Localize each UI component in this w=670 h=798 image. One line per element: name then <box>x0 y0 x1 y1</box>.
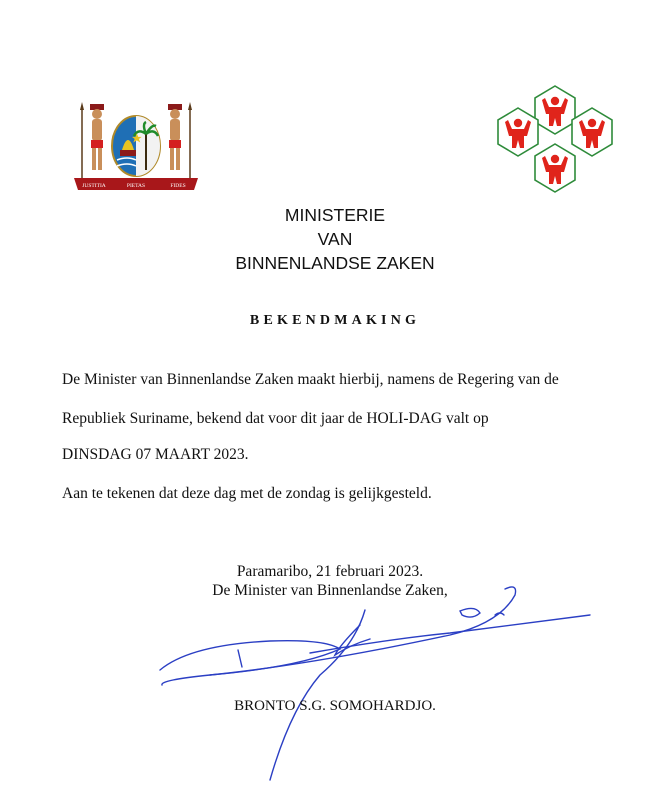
motto-word-1: JUSTITIA <box>82 183 106 189</box>
motto-word-3: FIDES <box>170 183 186 189</box>
ministry-name-block <box>180 203 490 275</box>
hexagon-bottom <box>535 144 575 192</box>
hexagon-top <box>535 86 575 134</box>
body-line-1: De Minister van Binnenlandse Zaken maakt hierbij, namens de Regering van de <box>62 371 559 388</box>
place-and-date: Paramaribo, 21 februari 2023. <box>236 563 424 580</box>
right-supporter-figure <box>168 102 192 178</box>
left-supporter-figure <box>80 102 104 178</box>
hexagon-left <box>498 108 538 156</box>
ministry-line-1: MINISTERIE <box>284 205 386 225</box>
document-heading: BEKENDMAKING <box>249 313 421 328</box>
motto-word-2: PIETAS <box>126 183 146 189</box>
ministry-hexagon-logo <box>492 84 618 204</box>
coat-of-arms-emblem <box>72 100 200 196</box>
ministry-line-3: BINNENLANDSE ZAKEN <box>235 253 435 273</box>
ministry-line-2: VAN <box>317 229 353 249</box>
motto-ribbon <box>74 178 198 190</box>
signer-name: BRONTO S.G. SOMOHARDJO. <box>234 698 436 714</box>
hexagon-right <box>572 108 612 156</box>
shield <box>112 116 160 176</box>
minister-title: De Minister van Binnenlandse Zaken, <box>212 582 448 599</box>
body-line-3: DINSDAG 07 MAART 2023. <box>62 446 249 463</box>
body-line-2: Republiek Suriname, bekend dat voor dit jaar de HOLI-DAG valt op <box>62 410 489 427</box>
body-line-4: Aan te tekenen dat deze dag met de zondag is gelijkgesteld. <box>62 485 432 502</box>
handwritten-signature <box>150 575 600 790</box>
